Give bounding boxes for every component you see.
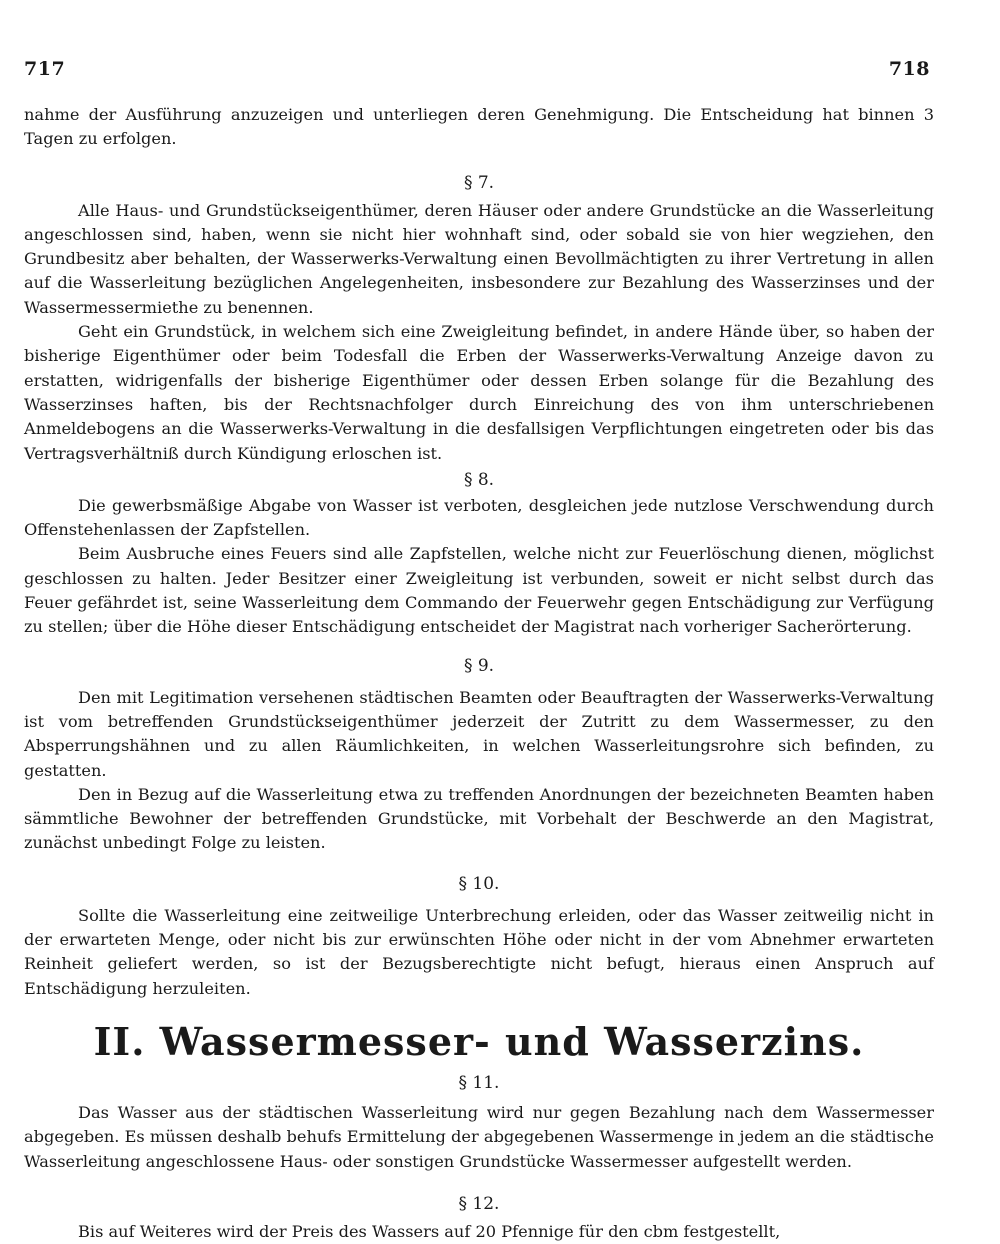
section-7-paragraph-1: Alle Haus- und Grundstückseigenthümer, deren Häuser oder andere Grundstücke an die Wasserleitung angeschlossen sind, haben, wenn sie nicht hier wohnhaft sind, oder sobald sie von hier wegziehen, den Grundbesitz aber behalten, der Wasserwerks-Verwaltung einen Bevollmächtigten zu ihrer Vertretung in allen auf die Wasserleitung bezüglichen Angelegenheiten, insbesondere zur Bezahlung des Wasserzinses und der Wassermessermiethe zu benennen. (24, 200, 934, 317)
section-heading-10: § 10. (458, 873, 500, 894)
section-heading-9: § 9. (463, 655, 495, 676)
continuation-paragraph: nahme der Ausführung anzuzeigen und unterliegen deren Genehmigung. Die Entscheidung hat binnen 3 Tagen zu erfolgen. (24, 105, 934, 149)
section-heading-8: § 8. (463, 469, 495, 490)
page-number-left: 717 (24, 58, 66, 80)
section-9-paragraph-2: Den in Bezug auf die Wasserleitung etwa zu treffenden Anordnungen der bezeichneten Beamten haben sämmtliche Bewohner der betreffenden Grundstücke, mit Vorbehalt der Beschwerde an den Magistrat, zunächst unbedingt Folge zu leisten. (24, 784, 934, 853)
page-number-right: 718 (888, 58, 930, 80)
page-body (24, 103, 934, 1244)
section-7-paragraph-2: Geht ein Grundstück, in welchem sich eine Zweigleitung befindet, in andere Hände über, so haben der bisherige Eigenthümer oder beim Todesfall die Erben der Wasserwerks-Verwaltung Anzeige davon zu erstatten, widrigenfalls der bisherige Eigenthümer oder dessen Erben solange für die Bezahlung des Wasserzinses haften, bis der Rechtsnachfolger durch Einreichung des von ihm unterschriebenen Anmeldebogens an die Wasserwerks-Verwaltung in die desfallsigen Verpflichtungen eingetreten oder bis das Vertragsverhältniß durch Kündigung erloschen ist. (24, 322, 934, 463)
section-heading-11: § 11. (458, 1072, 500, 1093)
section-9-paragraph-1: Den mit Legitimation versehenen städtischen Beamten oder Beauftragten der Wasserwerks-Verwaltung ist vom betreffenden Grundstückseigenthümer jederzeit der Zutritt zu dem Wassermesser, zu den Absperrungshähnen und zu allen Räumlichkeiten, in welchen Wasserleitungsrohre sich befinden, zu gestatten. (24, 687, 934, 780)
section-12-paragraph-1: Bis auf Weiteres wird der Preis des Wassers auf 20 Pfennige für den cbm festgestellt, (78, 1221, 781, 1241)
section-heading-7: § 7. (463, 172, 495, 193)
section-10-paragraph-1: Sollte die Wasserleitung eine zeitweilige Unterbrechung erleiden, oder das Wasser zeitweilig nicht in der erwarteten Menge, oder nicht bis zur erwünschten Höhe oder nicht in der vom Abnehmer erwarteten Reinheit geliefert werden, so ist der Bezugsberechtigte nicht befugt, hieraus einen Anspruch auf Entschädigung herzuleiten. (24, 905, 934, 998)
section-8-paragraph-2: Beim Ausbruche eines Feuers sind alle Zapfstellen, welche nicht zur Feuerlöschung dienen, möglichst geschlossen zu halten. Jeder Besitzer einer Zweigleitung ist verbunden, soweit er nicht selbst durch das Feuer gefährdet ist, seine Wasserleitung dem Commando der Feuerwehr gegen Entschädigung zur Verfügung zu stellen; über die Höhe dieser Entschädigung entscheidet der Magistrat nach vorheriger Sacherörterung. (24, 544, 934, 637)
section-11-paragraph-1: Das Wasser aus der städtischen Wasserleitung wird nur gegen Bezahlung nach dem Wassermesser abgegeben. Es müssen deshalb behufs Ermittelung der abgegebenen Wassermenge in jedem an die städtische Wasserleitung angeschlossene Haus- oder sonstigen Grundstücke Wassermesser aufgestellt werden. (24, 1102, 934, 1171)
chapter-title: II. Wassermesser- und Wasserzins. (93, 1018, 865, 1064)
section-heading-12: § 12. (458, 1193, 500, 1214)
section-8-paragraph-1: Die gewerbsmäßige Abgabe von Wasser ist verboten, desgleichen jede nutzlose Verschwendung durch Offenstehenlassen der Zapfstellen. (24, 495, 934, 540)
